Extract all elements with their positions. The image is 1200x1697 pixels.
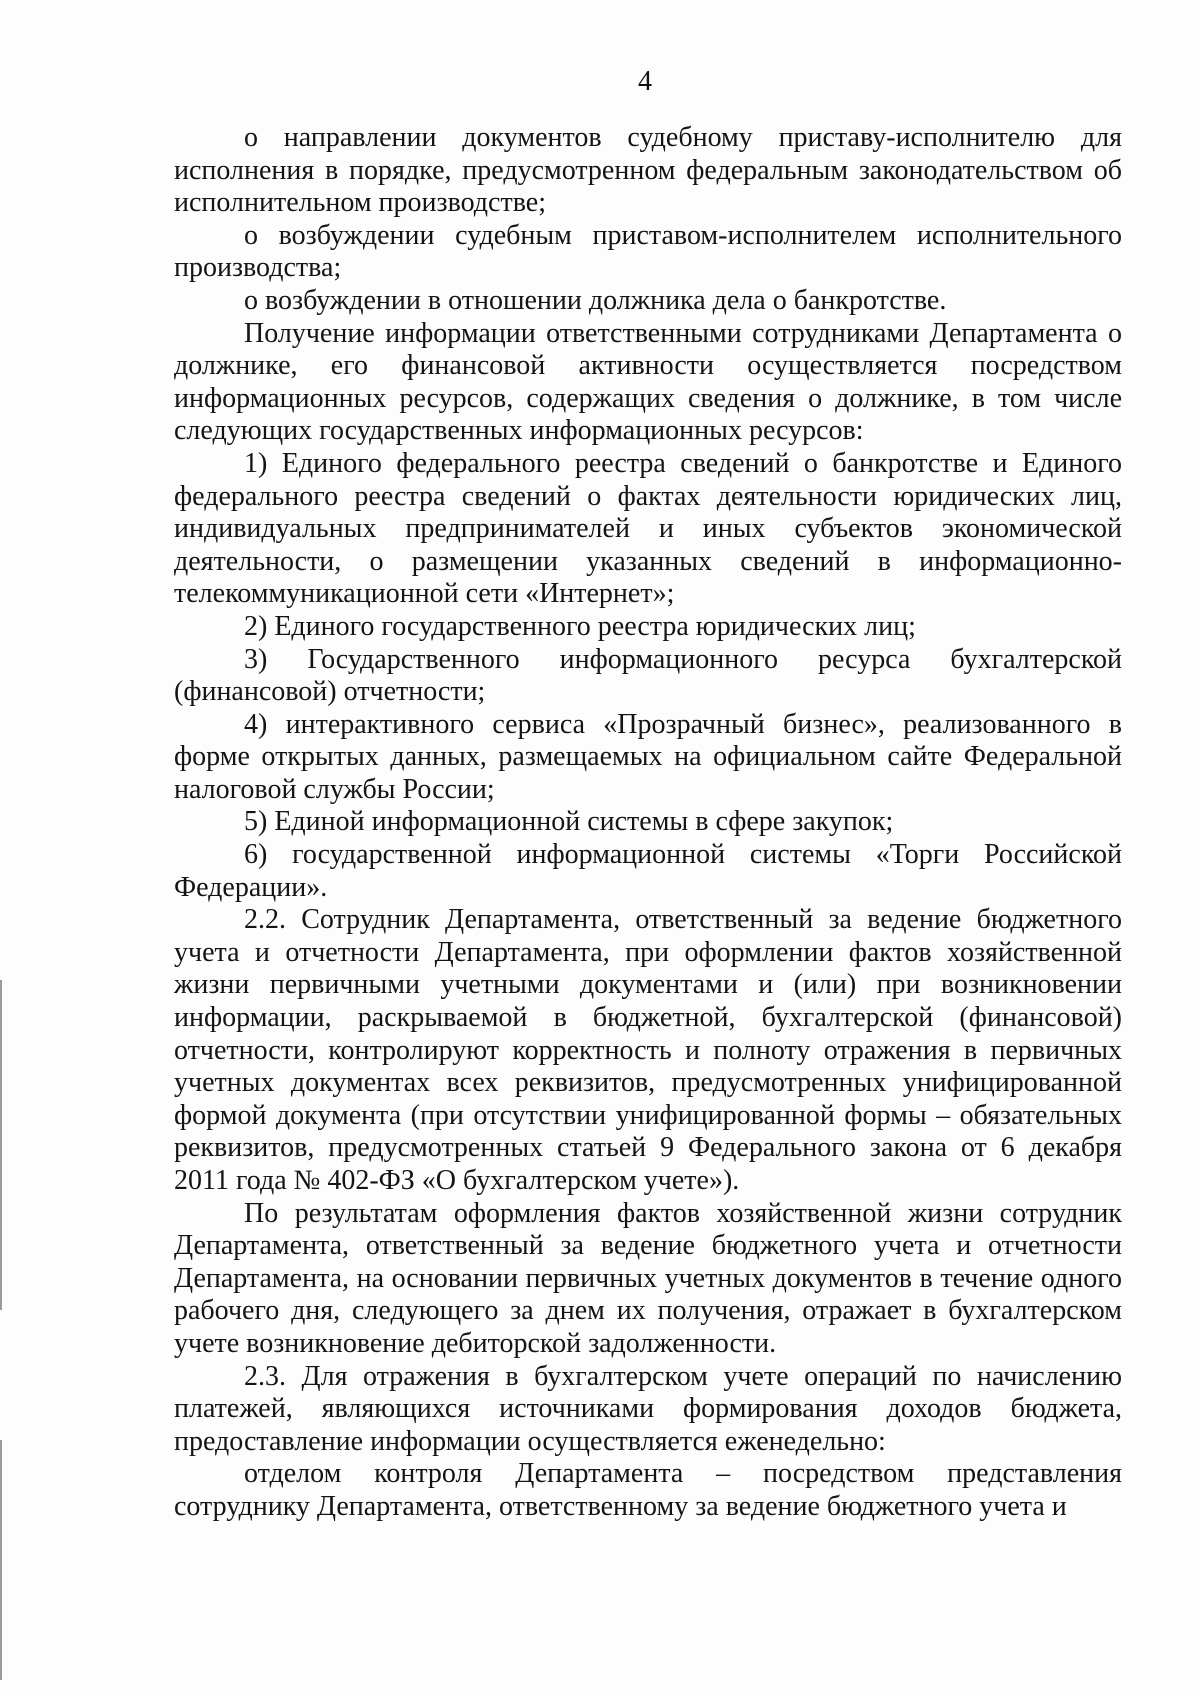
section-paragraph: 2.3. Для отражения в бухгалтерском учете операций по начислению платежей, являющихся источниками формирования доходов бюджета, предоставление информации осуществляется еженедельно: xyxy=(174,1360,1122,1457)
paragraph: о направлении документов судебному приставу-исполнителю для исполнения в порядке, предусмотренном федеральным законодательством об исполнительном производстве; xyxy=(174,122,1122,219)
document-body xyxy=(174,122,1122,1524)
paragraph: о возбуждении в отношении должника дела о банкротстве. xyxy=(244,284,947,316)
paragraph: о возбуждении судебным приставом-исполнителем исполнительного производства; xyxy=(174,219,1122,284)
section-paragraph: 2.2. Сотрудник Департамента, ответственный за ведение бюджетного учета и отчетности Департамента, при оформлении фактов хозяйственной жизни первичными учетными документами и (или) при возникновении информации, раскрываемой в бюджетной, бухгалтерской (финансовой) отчетности, контролируют корректность и полноту отражения в первичных учетных документах всех реквизитов, предусмотренных унифицированной формой документа (при отсутствии унифицированной формы – обязательных реквизитов, предусмотренных статьей 9 Федерального закона от 6 декабря 2011 года № 402-ФЗ «О бухгалтерском учете»). xyxy=(174,904,1122,1196)
page-number: 4 xyxy=(638,66,652,97)
list-item: 5) Единой информационной системы в сфере закупок; xyxy=(244,806,894,838)
paragraph: По результатам оформления фактов хозяйственной жизни сотрудник Департамента, ответственный за ведение бюджетного учета и отчетности Департамента, на основании первичных учетных документов в течение одного рабочего дня, следующего за днем их получения, отражает в бухгалтерском учете возникновение дебиторской задолженности. xyxy=(174,1197,1122,1359)
list-item: 4) интерактивного сервиса «Прозрачный бизнес», реализованного в форме открытых данных, размещаемых на официальном сайте Федеральной налоговой службы России; xyxy=(174,708,1122,805)
paragraph: отделом контроля Департамента – посредством представления сотруднику Департамента, ответственному за ведение бюджетного учета и xyxy=(174,1458,1122,1522)
scan-edge-line xyxy=(0,980,2,1310)
list-item: 2) Единого государственного реестра юридических лиц; xyxy=(244,610,916,642)
list-item: 1) Единого федерального реестра сведений о банкротстве и Единого федерального реестра сведений о фактах деятельности юридических лиц, индивидуальных предпринимателей и иных субъектов экономической деятельности, о размещении указанных сведений в информационно-телекоммуникационной сети «Интернет»; xyxy=(174,447,1122,610)
scan-edge-line xyxy=(0,1440,2,1680)
paragraph: Получение информации ответственными сотрудниками Департамента о должнике, его финансовой активности осуществляется посредством информационных ресурсов, содержащих сведения о должнике, в том числе следующих государственных информационных ресурсов: xyxy=(174,317,1122,447)
list-item: 6) государственной информационной системы «Торги Российской Федерации». xyxy=(174,839,1122,903)
list-item: 3) Государственного информационного ресурса бухгалтерской (финансовой) отчетности; xyxy=(174,643,1122,708)
